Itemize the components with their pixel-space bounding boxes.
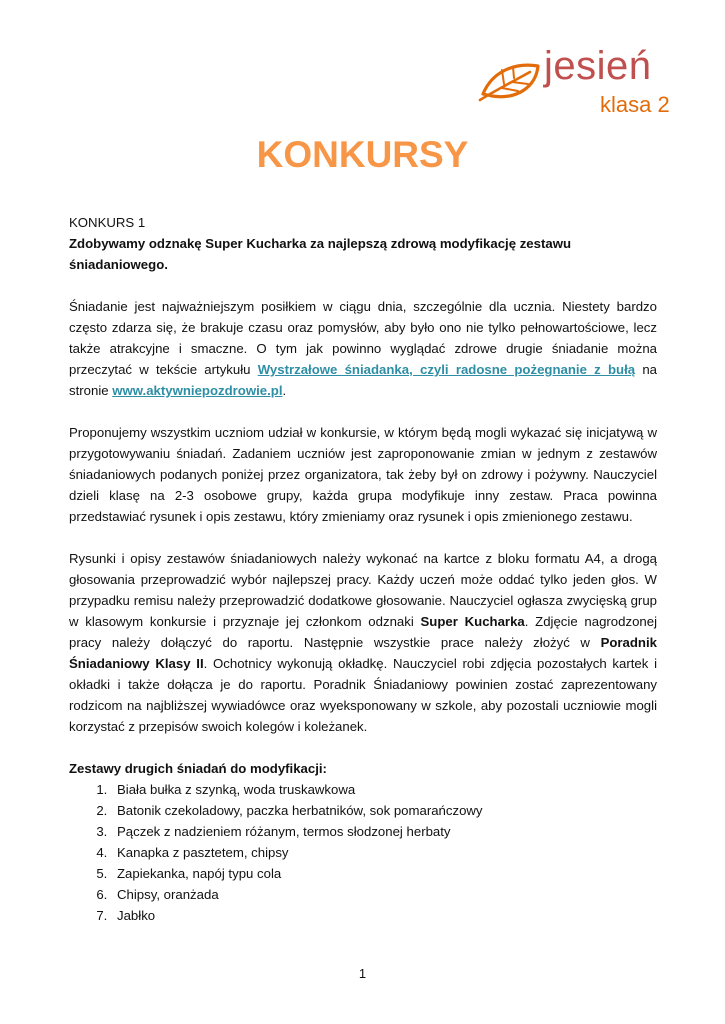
logo-subtitle: klasa 2 [600,92,670,117]
page-title: KONKURSY [256,134,469,175]
leaf-icon [478,58,544,104]
website-link[interactable]: www.aktywniepozdrowie.pl [112,383,283,398]
logo [478,44,678,122]
proposal-paragraph: Proponujemy wszystkim uczniom udział w konkursie, w którym będą mogli wykazać się inicjatywą w przygotowywaniu śniadań. Zadaniem uczniów jest zaproponowanie zmian w jednym z zestawów śniadaniowych podanych poniżej przez organizatora, tak żeby był on zdrowy i pożywny. Nauczyciel dzieli klasę na 2-3 osobowe grupy, każda grupa modyfikuje inny zestaw. Praca powinna przedstawiać rysunek i opis zestawu, który zmieniamy oraz rysunek i opis zmienionego zestawu. [69,425,657,524]
list-item: 6. Chipsy, oranżada [111,884,657,905]
list-item: 2. Batonik czekoladowy, paczka herbatników, sok pomarańczowy [111,800,657,821]
rules-paragraph [69,548,657,737]
contest-label: KONKURS 1 [69,215,146,230]
page-number: 1 [358,966,367,981]
intro-text: Śniadanie jest najważniejszym posiłkiem w ciągu dnia, szczególnie dla ucznia. Niestety bardzo często zdarza się, że brakuje czasu oraz pomysłów, aby było ono nie tylko pełnowartościowe, lecz także atrakcyjne i smaczne. O tym jak powinno wyglądać zdrowe drugie śniadanie można przeczytać w tekście artykułu [69,299,657,377]
badge-name: Super Kucharka [420,614,525,629]
intro-paragraph [69,296,657,401]
intro-middle-text: na stronie [69,362,657,398]
rules-text-3: . Ochotnicy wykonują okładkę. Nauczyciel robi zdjęcia pozostałych kartek i okładki i także dołącza je do raportu. Poradnik Śniadaniowy powinien zostać zaprezentowany rodzicom na najbliższej wywiadówce oraz wyeksponowany w szkole, aby pozostali uczniowie mogli korzystać z przepisów swoich kolegów i koleżanek. [69,656,658,734]
list-item: 7. Jabłko [111,905,657,926]
document-body [69,212,657,926]
intro-end-text: . [282,383,287,398]
list-item: 3. Pączek z nadzieniem różanym, termos słodzonej herbaty [111,821,657,842]
sets-heading: Zestawy drugich śniadań do modyfikacji: [69,761,327,776]
list-item: 5. Zapiekanka, napój typu cola [111,863,657,884]
list-item: 1. Biała bułka z szynką, woda truskawkowa [111,779,657,800]
rules-text-2: . Zdjęcie nagrodzonej pracy należy dołączyć do raportu. Następnie wszystkie prace należy złożyć w [69,614,657,650]
sets-list [69,779,657,926]
article-link[interactable]: Wystrzałowe śniadanka, czyli radosne pożegnanie z bułą [257,362,636,377]
contest-heading: Zdobywamy odznakę Super Kucharka za najlepszą zdrową modyfikację zestawu śniadaniowego. [69,236,572,272]
list-item: 4. Kanapka z pasztetem, chipsy [111,842,657,863]
rules-text-1: Rysunki i opisy zestawów śniadaniowych należy wykonać na kartce z bloku formatu A4, a drogą głosowania przeprowadzić wybór najlepszej pracy. Każdy uczeń może oddać tylko jeden głos. W przypadku remisu należy przeprowadzić dodatkowe głosowanie. Nauczyciel ogłasza zwycięską grup w klasowym konkursie i przyznaje jej członkom odznaki [69,551,657,629]
guide-name: Poradnik Śniadaniowy Klasy II [69,635,657,671]
logo-title: jesień [544,44,652,88]
